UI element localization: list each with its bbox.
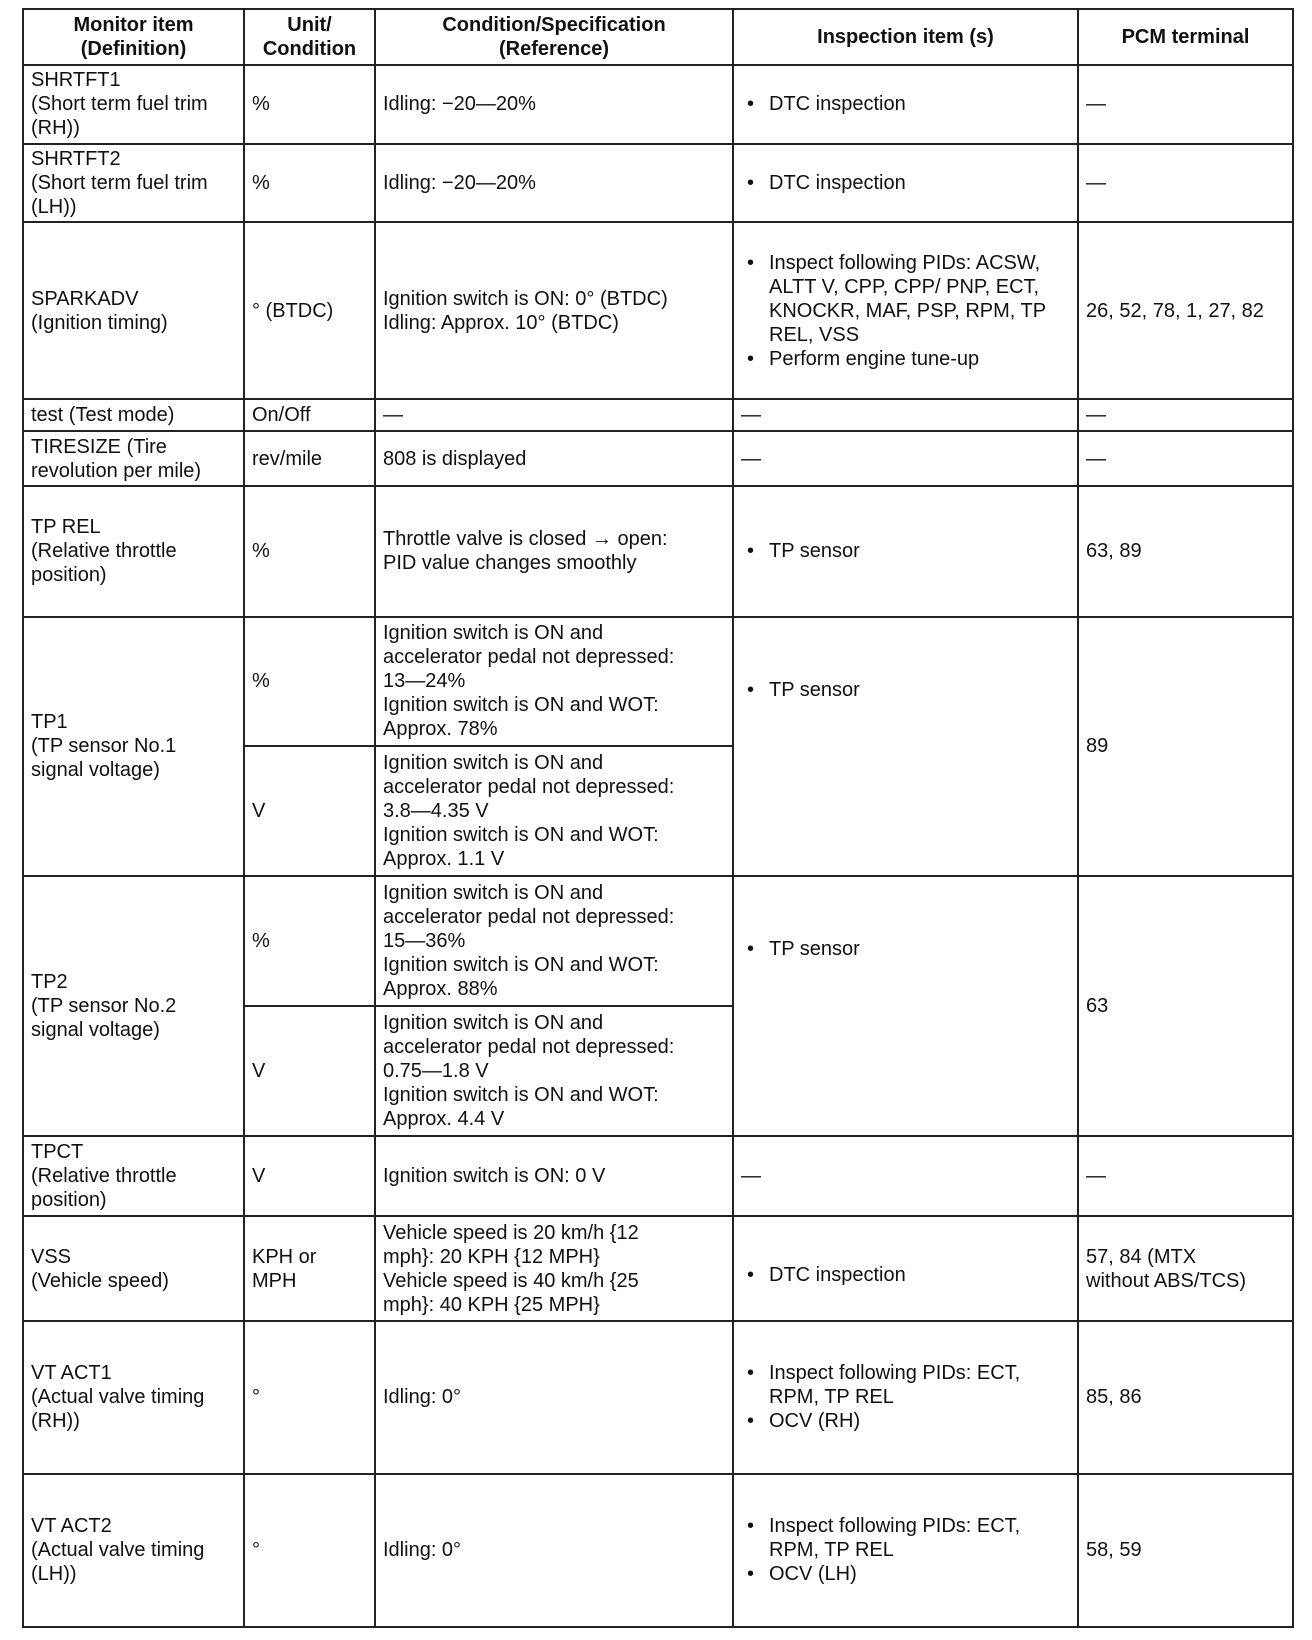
pcm-terminal-cell: 63 <box>1078 876 1293 1136</box>
inspection-item: • DTC inspection <box>769 171 1070 195</box>
condition-cell: — <box>375 399 733 431</box>
table-row <box>23 486 1293 617</box>
inspection-cell: — <box>733 399 1078 431</box>
table-row <box>23 1321 1293 1474</box>
unit-cell: V <box>244 746 375 876</box>
condition-cell: Idling: −20—20% <box>375 65 733 144</box>
unit-cell: ° <box>244 1321 375 1474</box>
table-row <box>23 222 1293 399</box>
condition-cell: Throttle valve is closed → open: PID value changes smoothly <box>375 486 733 617</box>
unit-cell: % <box>244 144 375 223</box>
monitor-item: SHRTFT1 (Short term fuel trim (RH)) <box>23 65 244 144</box>
unit-cell: ° <box>244 1474 375 1627</box>
pcm-terminal-cell: — <box>1078 399 1293 431</box>
inspection-item: • OCV (RH) <box>769 1409 1070 1433</box>
condition-cell: Ignition switch is ON: 0° (BTDC) Idling: Approx. 10° (BTDC) <box>375 222 733 399</box>
monitor-item: test (Test mode) <box>23 399 244 431</box>
table-row <box>23 65 1293 144</box>
inspection-item: • Inspect following PIDs: ECT, RPM, TP REL <box>769 1361 1070 1409</box>
inspection-cell <box>733 1474 1078 1627</box>
pcm-terminal-cell: 57, 84 (MTX without ABS/TCS) <box>1078 1216 1293 1321</box>
pcm-terminal-cell: 26, 52, 78, 1, 27, 82 <box>1078 222 1293 399</box>
condition-cell: Vehicle speed is 20 km/h {12 mph}: 20 KPH {12 MPH} Vehicle speed is 40 km/h {25 mph}: 40 KPH {25 MPH} <box>375 1216 733 1321</box>
monitor-item: SPARKADV (Ignition timing) <box>23 222 244 399</box>
inspection-item: • OCV (LH) <box>769 1562 1070 1586</box>
unit-cell: KPH or MPH <box>244 1216 375 1321</box>
monitor-item: VT ACT2 (Actual valve timing (LH)) <box>23 1474 244 1627</box>
condition-cell: Ignition switch is ON and accelerator pedal not depressed: 13—24% Ignition switch is ON and WOT: Approx. 78% <box>375 617 733 747</box>
inspection-cell <box>733 144 1078 223</box>
inspection-cell <box>733 486 1078 617</box>
monitor-item: TIRESIZE (Tire revolution per mile) <box>23 431 244 485</box>
inspection-item: • TP sensor <box>769 678 1070 702</box>
inspection-item: • TP sensor <box>769 539 1070 563</box>
pcm-terminal-cell: — <box>1078 431 1293 485</box>
header-inspection: Inspection item (s) <box>733 9 1078 65</box>
monitor-spec-table <box>22 8 1294 1628</box>
condition-cell: Ignition switch is ON and accelerator pedal not depressed: 15—36% Ignition switch is ON and WOT: Approx. 88% <box>375 876 733 1006</box>
header-unit: Unit/ Condition <box>244 9 375 65</box>
pcm-terminal-cell: — <box>1078 65 1293 144</box>
table-row <box>23 399 1293 431</box>
unit-cell: On/Off <box>244 399 375 431</box>
pcm-terminal-cell: 85, 86 <box>1078 1321 1293 1474</box>
unit-cell: V <box>244 1136 375 1217</box>
unit-cell: % <box>244 486 375 617</box>
monitor-item: TP2 (TP sensor No.2 signal voltage) <box>23 876 244 1136</box>
unit-cell: rev/mile <box>244 431 375 485</box>
table-row <box>23 431 1293 485</box>
inspection-item: • TP sensor <box>769 937 1070 961</box>
inspection-item: • Inspect following PIDs: ACSW, ALTT V, CPP, CPP/ PNP, ECT, KNOCKR, MAF, PSP, RPM, TP REL, VSS <box>769 251 1070 347</box>
condition-cell: Ignition switch is ON and accelerator pedal not depressed: 0.75—1.8 V Ignition switch is ON and WOT: Approx. 4.4 V <box>375 1006 733 1136</box>
inspection-cell <box>733 876 1078 1136</box>
table-row <box>23 144 1293 223</box>
unit-cell: % <box>244 876 375 1006</box>
table-row <box>23 1474 1293 1627</box>
pcm-terminal-cell: — <box>1078 1136 1293 1217</box>
condition-cell: 808 is displayed <box>375 431 733 485</box>
table-row <box>23 876 1293 1006</box>
inspection-cell <box>733 617 1078 877</box>
pcm-terminal-cell: 58, 59 <box>1078 1474 1293 1627</box>
inspection-cell <box>733 65 1078 144</box>
pcm-terminal-cell: — <box>1078 144 1293 223</box>
header-pcm-terminal: PCM terminal <box>1078 9 1293 65</box>
inspection-item: • DTC inspection <box>769 92 1070 116</box>
pcm-terminal-cell: 89 <box>1078 617 1293 877</box>
monitor-item: TPCT (Relative throttle position) <box>23 1136 244 1217</box>
condition-cell: Idling: −20—20% <box>375 144 733 223</box>
header-condition: Condition/Specification (Reference) <box>375 9 733 65</box>
monitor-item: VT ACT1 (Actual valve timing (RH)) <box>23 1321 244 1474</box>
condition-cell: Idling: 0° <box>375 1321 733 1474</box>
inspection-cell: — <box>733 1136 1078 1217</box>
inspection-item: • Inspect following PIDs: ECT, RPM, TP REL <box>769 1514 1070 1562</box>
table-row <box>23 1216 1293 1321</box>
inspection-cell <box>733 1216 1078 1321</box>
condition-cell: Ignition switch is ON: 0 V <box>375 1136 733 1217</box>
monitor-item: VSS (Vehicle speed) <box>23 1216 244 1321</box>
condition-cell: Idling: 0° <box>375 1474 733 1627</box>
unit-cell: V <box>244 1006 375 1136</box>
monitor-item: SHRTFT2 (Short term fuel trim (LH)) <box>23 144 244 223</box>
inspection-cell: — <box>733 431 1078 485</box>
inspection-cell <box>733 222 1078 399</box>
pcm-terminal-cell: 63, 89 <box>1078 486 1293 617</box>
inspection-item: • Perform engine tune-up <box>769 347 1070 371</box>
table-row <box>23 1136 1293 1217</box>
unit-cell: % <box>244 65 375 144</box>
inspection-item: • DTC inspection <box>769 1263 1070 1287</box>
table-row <box>23 617 1293 747</box>
condition-cell: Ignition switch is ON and accelerator pedal not depressed: 3.8—4.35 V Ignition switch is ON and WOT: Approx. 1.1 V <box>375 746 733 876</box>
header-monitor-item: Monitor item (Definition) <box>23 9 244 65</box>
unit-cell: % <box>244 617 375 747</box>
inspection-cell <box>733 1321 1078 1474</box>
monitor-item: TP REL (Relative throttle position) <box>23 486 244 617</box>
unit-cell: ° (BTDC) <box>244 222 375 399</box>
header-row <box>23 9 1293 65</box>
monitor-item: TP1 (TP sensor No.1 signal voltage) <box>23 617 244 877</box>
